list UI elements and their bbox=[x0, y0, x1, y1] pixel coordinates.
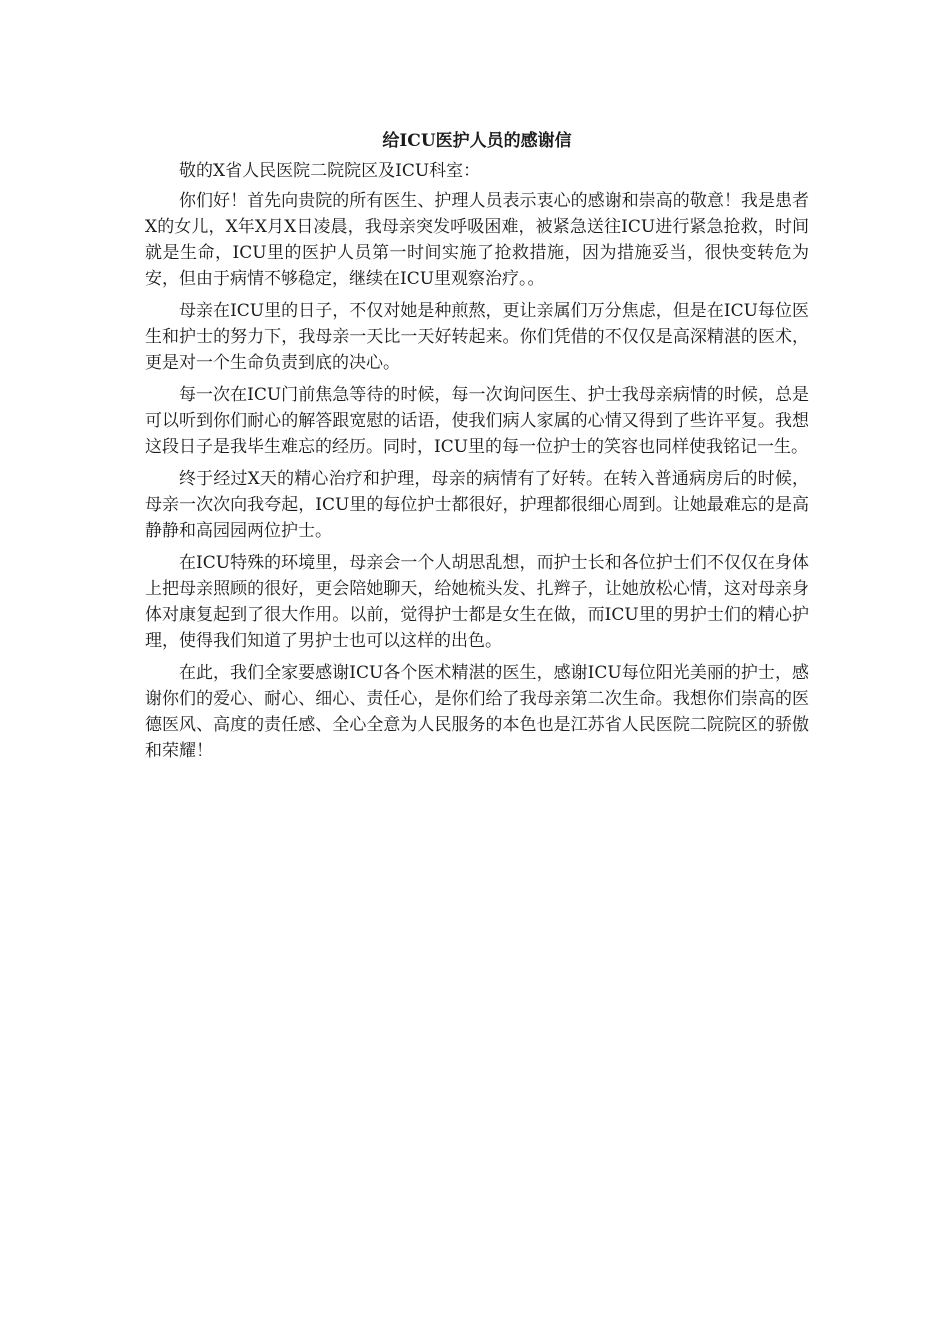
letter-paragraph: 在ICU特殊的环境里，母亲会一个人胡思乱想，而护士长和各位护士们不仅仅在身体上把母亲照顾的很好，更会陪她聊天，给她梳头发、扎辫子，让她放松心情，这对母亲身体对康复起到了很大作用。以前，觉得护士都是女生在做，而ICU里的男护士们的精心护理，使得我们知道了男护士也可以这样的出色。 bbox=[145, 553, 809, 651]
letter-page bbox=[145, 128, 809, 770]
letter-paragraph: 你们好！首先向贵院的所有医生、护理人员表示衷心的感谢和崇高的敬意！我是患者X的女儿，X年X月X日凌晨，我母亲突发呼吸困难，被紧急送往ICU进行紧急抢救，时间就是生命，ICU里的医护人员第一时间实施了抢救措施，因为措施妥当，很快变转危为安，但由于病情不够稳定，继续在ICU里观察治疗。。 bbox=[145, 191, 809, 289]
letter-paragraph: 终于经过X天的精心治疗和护理，母亲的病情有了好转。在转入普通病房后的时候，母亲一次次向我夸起，ICU里的每位护士都很好，护理都很细心周到。让她最难忘的是高静静和高园园两位护士。 bbox=[145, 469, 809, 541]
letter-salutation: 敬的X省人民医院二院院区及ICU科室： bbox=[179, 161, 481, 181]
letter-paragraph: 母亲在ICU里的日子，不仅对她是种煎熬，更让亲属们万分焦虑，但是在ICU每位医生和护士的努力下，我母亲一天比一天好转起来。你们凭借的不仅仅是高深精湛的医术，更是对一个生命负责到底的决心。 bbox=[145, 301, 809, 373]
letter-paragraph: 在此，我们全家要感谢ICU各个医术精湛的医生，感谢ICU每位阳光美丽的护士，感谢你们的爱心、耐心、细心、责任心，是你们给了我母亲第二次生命。我想你们崇高的医德医风、高度的责任感、全心全意为人民服务的本色也是江苏省人民医院二院院区的骄傲和荣耀！ bbox=[145, 663, 809, 761]
letter-paragraph: 每一次在ICU门前焦急等待的时候，每一次询问医生、护士我母亲病情的时候，总是可以听到你们耐心的解答跟宽慰的话语，使我们病人家属的心情又得到了些许平复。我想这段日子是我毕生难忘的经历。同时，ICU里的每一位护士的笑容也同样使我铭记一生。 bbox=[145, 385, 809, 457]
letter-title: 给ICU医护人员的感谢信 bbox=[382, 131, 572, 151]
